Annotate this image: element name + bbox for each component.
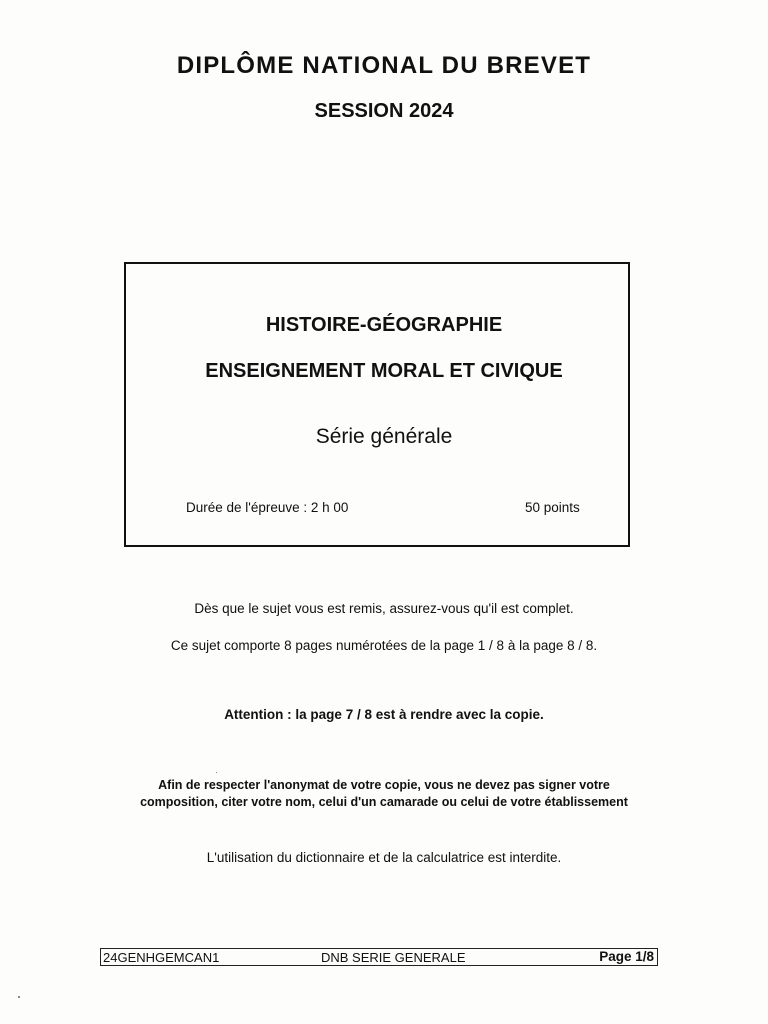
footer-series: DNB SERIE GENERALE xyxy=(321,950,466,965)
instruction-page-count: Ce sujet comporte 8 pages numérotées de la page 1 / 8 à la page 8 / 8. xyxy=(170,638,598,653)
page-title: DIPLÔME NATIONAL DU BREVET xyxy=(176,52,592,79)
exam-points: 50 points xyxy=(525,500,580,515)
page-footer xyxy=(100,948,658,966)
scan-speck xyxy=(216,772,217,773)
subject-subtitle: ENSEIGNEMENT MORAL ET CIVIQUE xyxy=(205,360,563,382)
serie-label: Série générale xyxy=(315,425,453,448)
footer-page-number: Page 1/8 xyxy=(599,949,654,964)
anonymity-notice-line1: Afin de respecter l'anonymat de votre copie, vous ne devez pas signer votre xyxy=(158,778,610,792)
dictionary-calculator-notice: L'utilisation du dictionnaire et de la calculatrice est interdite. xyxy=(206,850,562,865)
footer-exam-code: 24GENHGEMCAN1 xyxy=(103,950,220,965)
instruction-completeness: Dès que le sujet vous est remis, assurez-vous qu'il est complet. xyxy=(194,601,574,616)
exam-duration: Durée de l'épreuve : 2 h 00 xyxy=(186,500,349,515)
scan-speck xyxy=(18,996,20,998)
session-label: SESSION 2024 xyxy=(314,100,454,122)
subject-title: HISTOIRE-GÉOGRAPHIE xyxy=(265,314,503,336)
attention-notice: Attention : la page 7 / 8 est à rendre avec la copie. xyxy=(224,707,544,722)
anonymity-notice-line2: composition, citer votre nom, celui d'un camarade ou celui de votre établissement xyxy=(140,795,628,809)
